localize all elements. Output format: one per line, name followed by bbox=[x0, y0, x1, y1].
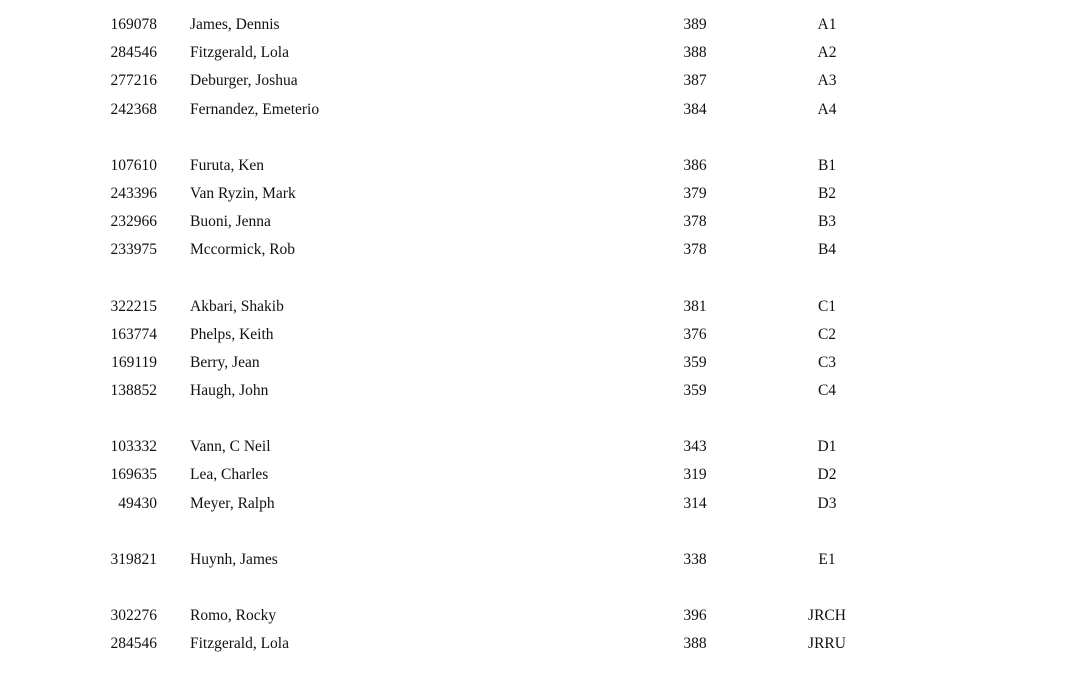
table-row bbox=[0, 152, 1080, 180]
table-row bbox=[0, 630, 1080, 658]
table-row bbox=[0, 67, 1080, 95]
member-id: 107610 bbox=[110, 156, 157, 174]
class-placement: D1 bbox=[817, 438, 837, 456]
class-placement: D3 bbox=[817, 494, 837, 512]
table-row bbox=[0, 39, 1080, 67]
table-row bbox=[0, 208, 1080, 236]
shooter-name: Romo, Rocky bbox=[190, 607, 277, 624]
table-row bbox=[0, 321, 1080, 349]
member-id: 232966 bbox=[110, 213, 157, 231]
shooter-name: Meyer, Ralph bbox=[190, 494, 275, 512]
shooter-name: Huynh, James bbox=[190, 550, 278, 568]
class-placement: D2 bbox=[817, 466, 837, 484]
shooter-name: Van Ryzin, Mark bbox=[190, 184, 296, 202]
score: 378 bbox=[683, 241, 707, 259]
member-id: 277216 bbox=[110, 72, 157, 90]
score: 396 bbox=[683, 607, 707, 624]
member-id: 243396 bbox=[110, 184, 157, 202]
score: 386 bbox=[683, 156, 707, 174]
shooter-name: Furuta, Ken bbox=[190, 156, 265, 174]
class-placement: A4 bbox=[817, 100, 837, 118]
score: 376 bbox=[683, 325, 707, 343]
table-row bbox=[0, 433, 1080, 461]
shooter-name: Fitzgerald, Lola bbox=[190, 44, 289, 62]
class-placement: B1 bbox=[817, 156, 837, 174]
member-id: 169635 bbox=[110, 466, 157, 484]
table-row bbox=[0, 293, 1080, 321]
table-row bbox=[0, 461, 1080, 489]
member-id: 284546 bbox=[110, 635, 157, 653]
score: 388 bbox=[683, 44, 707, 62]
shooter-name: Vann, C Neil bbox=[190, 438, 271, 456]
class-placement: B3 bbox=[817, 213, 837, 231]
member-id: 233975 bbox=[110, 241, 157, 259]
class-placement: A3 bbox=[817, 72, 837, 90]
results-group-b bbox=[0, 152, 1080, 265]
table-row bbox=[0, 349, 1080, 377]
score: 359 bbox=[683, 382, 707, 400]
shooter-name: Buoni, Jenna bbox=[190, 213, 271, 231]
score: 384 bbox=[683, 100, 707, 118]
member-id: 302276 bbox=[110, 607, 157, 624]
results-group-e bbox=[0, 546, 1080, 574]
shooter-name: Akbari, Shakib bbox=[190, 297, 284, 315]
class-placement: JRCH bbox=[808, 607, 846, 624]
shooter-name: James, Dennis bbox=[190, 16, 280, 33]
score: 343 bbox=[683, 438, 707, 456]
score: 379 bbox=[683, 184, 707, 202]
table-row bbox=[0, 546, 1080, 574]
shooter-name: Mccormick, Rob bbox=[190, 241, 296, 259]
table-row bbox=[0, 96, 1080, 124]
results-group-junior bbox=[0, 602, 1080, 658]
class-placement: C3 bbox=[817, 353, 837, 371]
table-row bbox=[0, 11, 1080, 39]
shooter-name: Fitzgerald, Lola bbox=[190, 635, 289, 653]
score: 314 bbox=[683, 494, 707, 512]
score: 388 bbox=[683, 635, 707, 653]
class-placement: JRRU bbox=[808, 635, 846, 653]
shooter-name: Deburger, Joshua bbox=[190, 72, 298, 90]
member-id: 103332 bbox=[110, 438, 157, 456]
table-row bbox=[0, 236, 1080, 264]
member-id: 319821 bbox=[110, 550, 157, 568]
results-group-c bbox=[0, 293, 1080, 406]
member-id: 49430 bbox=[118, 494, 157, 512]
class-placement: C2 bbox=[817, 325, 837, 343]
score: 359 bbox=[683, 353, 707, 371]
results-group-d bbox=[0, 433, 1080, 518]
score: 378 bbox=[683, 213, 707, 231]
member-id: 169119 bbox=[111, 353, 157, 371]
table-row bbox=[0, 602, 1080, 630]
member-id: 138852 bbox=[110, 382, 157, 400]
member-id: 284546 bbox=[110, 44, 157, 62]
class-placement: A1 bbox=[817, 16, 837, 33]
class-placement: C4 bbox=[817, 382, 837, 400]
score: 319 bbox=[683, 466, 707, 484]
score: 338 bbox=[683, 550, 707, 568]
shooter-name: Fernandez, Emeterio bbox=[190, 100, 320, 118]
class-placement: B2 bbox=[817, 184, 837, 202]
member-id: 242368 bbox=[110, 100, 157, 118]
class-placement: A2 bbox=[817, 44, 837, 62]
shooter-name: Haugh, John bbox=[190, 382, 269, 400]
class-placement: B4 bbox=[817, 241, 837, 259]
shooter-name: Berry, Jean bbox=[190, 353, 260, 371]
class-placement: E1 bbox=[818, 550, 836, 568]
score: 389 bbox=[683, 16, 707, 33]
member-id: 163774 bbox=[110, 325, 157, 343]
member-id: 322215 bbox=[110, 297, 157, 315]
results-table bbox=[0, 11, 1080, 658]
table-row bbox=[0, 490, 1080, 518]
shooter-name: Phelps, Keith bbox=[190, 325, 274, 343]
table-row bbox=[0, 180, 1080, 208]
score: 381 bbox=[683, 297, 707, 315]
results-group-a bbox=[0, 11, 1080, 124]
class-placement: C1 bbox=[817, 297, 837, 315]
member-id: 169078 bbox=[110, 16, 157, 33]
score: 387 bbox=[683, 72, 707, 90]
shooter-name: Lea, Charles bbox=[190, 466, 269, 484]
table-row bbox=[0, 377, 1080, 405]
